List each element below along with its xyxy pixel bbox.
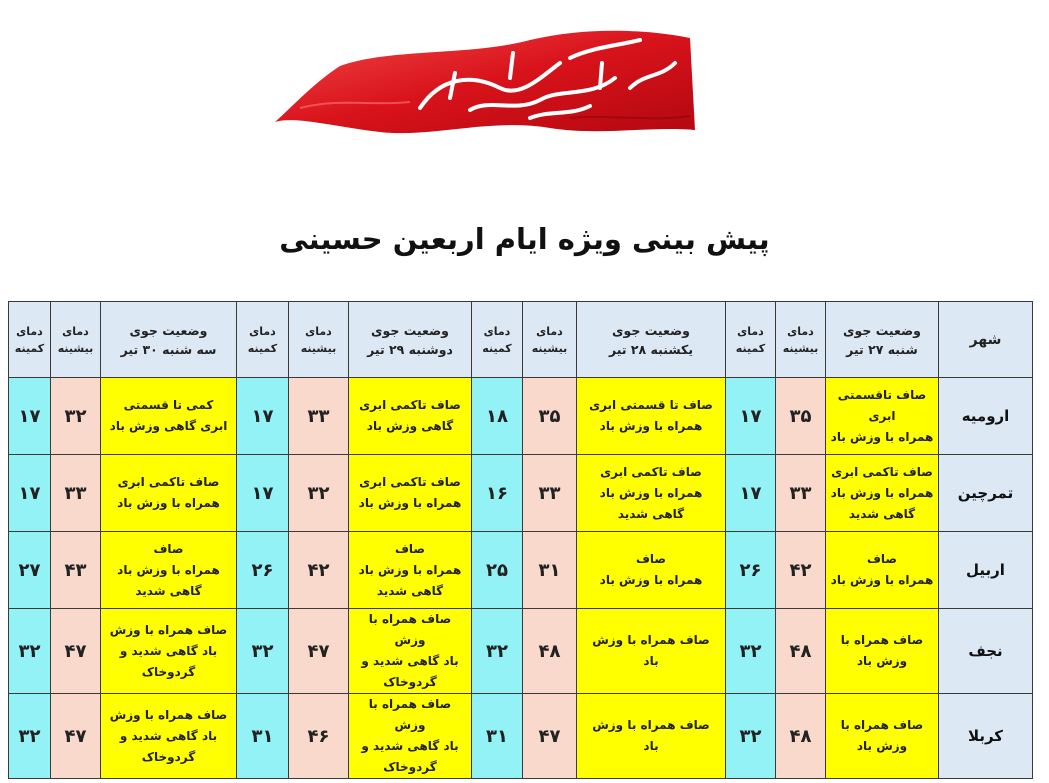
min-temp-cell: ۳۲ [726, 609, 776, 694]
condition-cell: صاف همراه با وزش باد [577, 694, 726, 779]
condition-cell: صاف همراه با وزش باد گاهی شدید و گردوخاک [101, 694, 237, 779]
header-max-day4: دمای بیشینه [51, 302, 101, 378]
max-temp-cell: ۴۲ [289, 532, 349, 609]
min-temp-cell: ۱۷ [237, 455, 289, 532]
condition-cell: صاف تاکمی ابری همراه با وزش باد گاهی شدید [826, 455, 939, 532]
max-temp-cell: ۴۷ [289, 609, 349, 694]
city-cell: نجف [939, 609, 1033, 694]
banner-flag [270, 18, 700, 148]
condition-cell: کمی تا قسمتی ابری گاهی وزش باد [101, 378, 237, 455]
condition-cell: صاف همراه با وزش باد [826, 694, 939, 779]
header-min-day3: دمای کمینه [237, 302, 289, 378]
table-body [9, 378, 1033, 779]
header-min-day4: دمای کمینه [9, 302, 51, 378]
condition-cell: صاف همراه با وزش باد گاهی شدید [349, 532, 472, 609]
min-temp-cell: ۱۷ [9, 378, 51, 455]
header-condition-day4: وضعیت جوی سه شنبه ۳۰ تیر [101, 302, 237, 378]
header-max-day2: دمای بیشینه [523, 302, 577, 378]
max-temp-cell: ۳۳ [776, 455, 826, 532]
condition-cell: صاف همراه با وزش باد [826, 532, 939, 609]
min-temp-cell: ۱۷ [9, 455, 51, 532]
weather-table [8, 301, 1033, 779]
header-max-day1: دمای بیشینه [776, 302, 826, 378]
min-temp-cell: ۳۱ [237, 694, 289, 779]
table-row [9, 694, 1033, 779]
max-temp-cell: ۳۲ [51, 378, 101, 455]
city-cell: اربیل [939, 532, 1033, 609]
max-temp-cell: ۳۲ [289, 455, 349, 532]
max-temp-cell: ۳۵ [776, 378, 826, 455]
condition-cell: صاف همراه با وزش باد گاهی شدید و گردوخاک [101, 609, 237, 694]
condition-cell: صاف تاکمی ابری گاهی وزش باد [349, 378, 472, 455]
header-max-day3: دمای بیشینه [289, 302, 349, 378]
max-temp-cell: ۴۸ [776, 694, 826, 779]
header-condition-day3: وضعیت جوی دوشنبه ۲۹ تیر [349, 302, 472, 378]
max-temp-cell: ۳۳ [523, 455, 577, 532]
condition-cell: صاف همراه با وزش باد گاهی شدید و گردوخاک [349, 609, 472, 694]
min-temp-cell: ۳۲ [472, 609, 523, 694]
condition-cell: صاف تاکمی ابری همراه با وزش باد گاهی شدید [577, 455, 726, 532]
condition-cell: صاف تاقسمتی ابری همراه با وزش باد [826, 378, 939, 455]
min-temp-cell: ۱۷ [237, 378, 289, 455]
max-temp-cell: ۳۳ [289, 378, 349, 455]
header-row [9, 302, 1033, 378]
table-row [9, 532, 1033, 609]
min-temp-cell: ۱۷ [726, 455, 776, 532]
max-temp-cell: ۴۷ [51, 694, 101, 779]
min-temp-cell: ۱۸ [472, 378, 523, 455]
min-temp-cell: ۳۲ [9, 694, 51, 779]
table-row [9, 609, 1033, 694]
condition-cell: صاف همراه با وزش باد [577, 609, 726, 694]
max-temp-cell: ۴۶ [289, 694, 349, 779]
min-temp-cell: ۲۶ [237, 532, 289, 609]
city-cell: ارومیه [939, 378, 1033, 455]
min-temp-cell: ۱۶ [472, 455, 523, 532]
min-temp-cell: ۳۲ [726, 694, 776, 779]
condition-cell: صاف تا قسمتی ابری همراه با وزش باد [577, 378, 726, 455]
table-row [9, 378, 1033, 455]
max-temp-cell: ۴۷ [523, 694, 577, 779]
condition-cell: صاف تاکمی ابری همراه با وزش باد [101, 455, 237, 532]
min-temp-cell: ۳۲ [237, 609, 289, 694]
min-temp-cell: ۲۵ [472, 532, 523, 609]
condition-cell: صاف تاکمی ابری همراه با وزش باد [349, 455, 472, 532]
max-temp-cell: ۳۵ [523, 378, 577, 455]
min-temp-cell: ۲۶ [726, 532, 776, 609]
header-condition-day2: وضعیت جوی یکشنبه ۲۸ تیر [577, 302, 726, 378]
min-temp-cell: ۳۲ [9, 609, 51, 694]
page-title: پیش بینی ویژه ایام اربعین حسینی [279, 222, 770, 256]
header-min-day2: دمای کمینه [472, 302, 523, 378]
header-city: شهر [939, 302, 1033, 378]
min-temp-cell: ۱۷ [726, 378, 776, 455]
city-cell: کربلا [939, 694, 1033, 779]
min-temp-cell: ۳۱ [472, 694, 523, 779]
max-temp-cell: ۴۲ [776, 532, 826, 609]
max-temp-cell: ۳۳ [51, 455, 101, 532]
header-min-day1: دمای کمینه [726, 302, 776, 378]
min-temp-cell: ۲۷ [9, 532, 51, 609]
condition-cell: صاف همراه با وزش باد گاهی شدید و گردوخاک [349, 694, 472, 779]
condition-cell: صاف همراه با وزش باد [577, 532, 726, 609]
max-temp-cell: ۳۱ [523, 532, 577, 609]
table-row [9, 455, 1033, 532]
condition-cell: صاف همراه با وزش باد [826, 609, 939, 694]
max-temp-cell: ۴۸ [523, 609, 577, 694]
max-temp-cell: ۴۳ [51, 532, 101, 609]
max-temp-cell: ۴۷ [51, 609, 101, 694]
city-cell: تمرچین [939, 455, 1033, 532]
condition-cell: صاف همراه با وزش باد گاهی شدید [101, 532, 237, 609]
header-condition-day1: وضعیت جوی شنبه ۲۷ تیر [826, 302, 939, 378]
max-temp-cell: ۴۸ [776, 609, 826, 694]
